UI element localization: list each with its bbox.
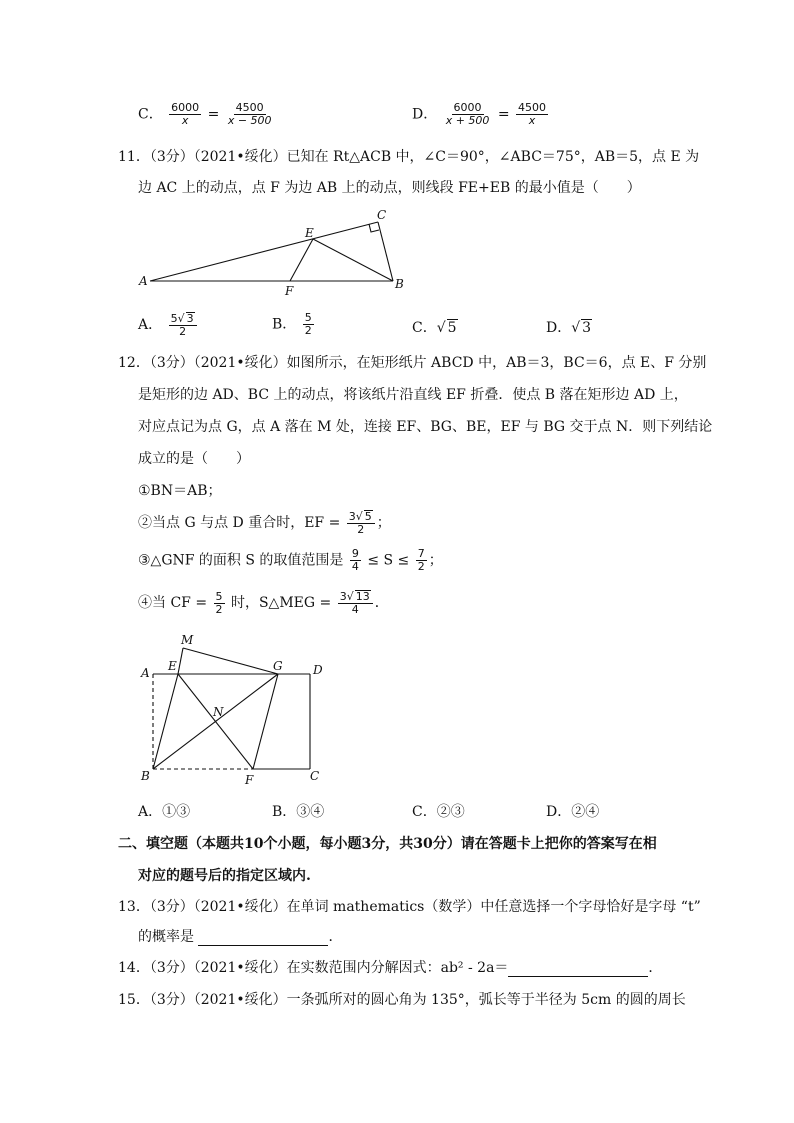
answer-blank xyxy=(508,962,648,977)
q10-option-d: D． $\frac{6000}{x + 500}$ = $\frac{4500}{x}$ xyxy=(412,101,547,127)
q11-triangle-figure xyxy=(135,205,415,300)
q12-statement-1: ①BN＝AB； xyxy=(138,483,222,499)
fraction: $\frac{4500}{x}$ xyxy=(518,101,547,127)
label-b: B xyxy=(141,769,150,783)
section2-heading-line2: 对应的题号后的指定区域内. xyxy=(138,868,311,884)
q11-option-a: A． $\frac{5√ 3}{2}$ xyxy=(138,312,199,338)
answer-blank xyxy=(198,931,328,946)
q12-option-a: A．①③ xyxy=(138,804,191,820)
q12-stem-line2: 是矩形的边 AD、BC 上的动点，将该纸片沿直线 EF 折叠．使点 B 落在矩形边 AD 上， xyxy=(138,387,688,403)
label-a: A xyxy=(139,274,148,288)
section2-heading-line1: 二、填空题（本题共10个小题，每小题3分，共30分）请在答题卡上把你的答案写在相 xyxy=(118,836,657,852)
q12-option-d: D．②④ xyxy=(546,804,600,820)
q12-stem-line3: 对应点记为点 G，点 A 落在 M 处，连接 EF、BG、BE，EF 与 BG 交于点 N．则下列结论 xyxy=(138,419,713,435)
q12-statement-3: ③△GNF 的面积 S 的取值范围是 $\frac{9}{4}$ ≤ S ≤ $\frac{7}{2}$ ； xyxy=(138,547,443,573)
label-n: N xyxy=(213,705,224,719)
q11-option-c: C．√ 5 xyxy=(412,320,457,336)
q12-stem-line4: 成立的是（ ） xyxy=(138,451,250,467)
label-a: A xyxy=(141,666,150,680)
label-c: C xyxy=(377,208,387,222)
q13-line2: 的概率是 ． xyxy=(138,929,343,945)
q12-option-c: C．②③ xyxy=(412,804,465,820)
q11-stem-line2: 边 AC 上的动点，点 F 为边 AB 上的动点，则线段 FE+EB 的最小值是（ ） xyxy=(138,180,641,196)
q10-option-c: C． $\frac{6000}{x}$ = $\frac{4500}{x - 500}$ xyxy=(138,101,272,127)
fraction: $\frac{4500}{x - 500}$ xyxy=(227,101,272,127)
q11-option-b: B． $\frac{5}{2}$ xyxy=(272,311,312,337)
q11-option-d: D．√ 3 xyxy=(546,320,592,336)
fraction: $\frac{6000}{x}$ xyxy=(171,101,200,127)
label-e: E xyxy=(305,226,314,240)
label-e: E xyxy=(168,659,177,673)
q12-statement-2: ②当点 G 与点 D 重合时，EF = $\frac{3√ 5}{2}$ ； xyxy=(138,510,391,536)
q12-stem-line1: 12．（3分）（2021•绥化）如图所示，在矩形纸片 ABCD 中，AB＝3，BC＝6，点 E、F 分别 xyxy=(118,355,707,371)
q13-line1: 13．（3分）（2021•绥化）在单词 mathematics（数学）中任意选择一个字母恰好是字母 “t” xyxy=(118,899,701,915)
fraction: $\frac{6000}{x + 500}$ xyxy=(445,101,490,127)
label-c: C xyxy=(310,769,320,783)
label-f: F xyxy=(245,773,254,787)
label-d: D xyxy=(313,663,323,677)
q12-option-b: B．③④ xyxy=(272,804,325,820)
label-f: F xyxy=(285,284,294,298)
label-g: G xyxy=(273,659,283,673)
label-b: B xyxy=(395,277,404,291)
q15-line1: 15．（3分）（2021•绥化）一条弧所对的圆心角为 135°，弧长等于半径为 5cm 的圆的周长 xyxy=(118,992,686,1008)
q12-statement-4: ④当 CF = $\frac{5}{2}$ 时，S△MEG = $\frac{3√ 13}{4}$ ． xyxy=(138,589,389,616)
q12-rectangle-figure xyxy=(135,630,335,790)
q14-line: 14．（3分）（2021•绥化）在实数范围内分解因式：ab² - 2a＝ ． xyxy=(118,960,663,976)
q11-stem-line1: 11．（3分）（2021•绥化）已知在 Rt△ACB 中，∠C＝90°，∠ABC＝75°，AB＝5，点 E 为 xyxy=(118,149,700,165)
label-m: M xyxy=(181,633,194,647)
